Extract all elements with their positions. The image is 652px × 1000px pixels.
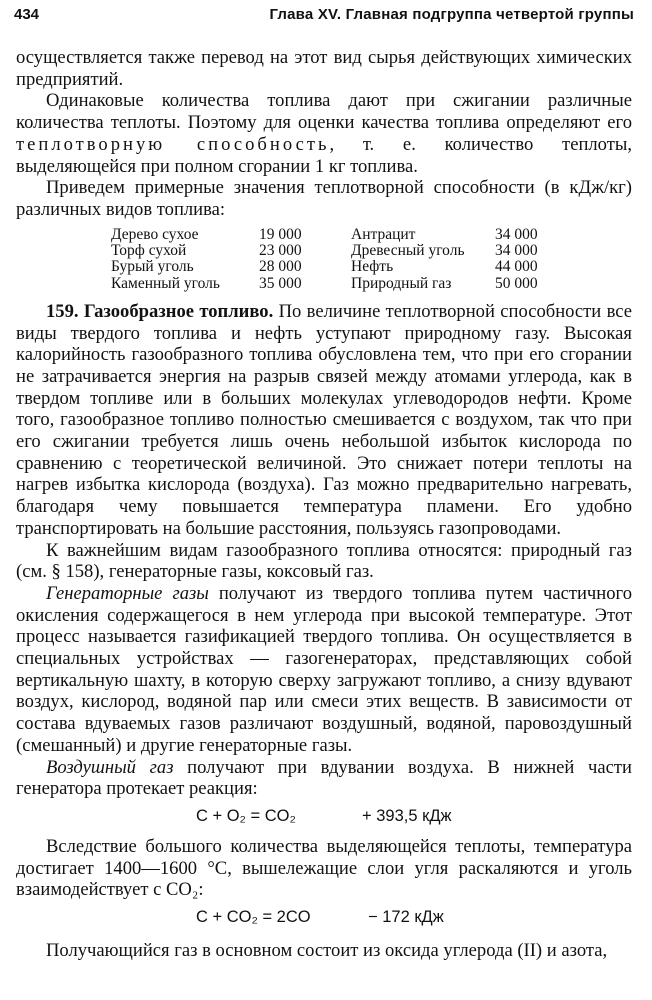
equation-1 — [16, 804, 632, 830]
section-number: 159. — [46, 300, 79, 322]
equation-2-lhs: C + CO₂ = 2CO — [196, 908, 311, 927]
fuel-name: Древесный уголь — [351, 241, 465, 259]
paragraph-resulting-gas: Получающийся газ в основном состоит из оксида углерода (II) и азота, — [46, 940, 608, 962]
fuel-name: Каменный уголь — [111, 274, 220, 292]
paragraph-heat-value — [16, 90, 632, 177]
paragraph-text: получают из твердого топлива путем частичного окисления содержащегося в нем углерода при высокой температуре. Этот процесс называется газификацией твердого топлива. Он осуществляется в специальных устройствах — газогенераторах, представляющих собой вертикальную шахту, в которую сверху загружают топливо, а снизу вдувают воздух, кислород, водяной пар или смеси этих веществ. В зависимости от состава вдуваемых газов различают воздушный, водяной, паровоздушный (смешанный) и другие генераторные газы. — [16, 582, 632, 756]
fuel-table-row — [111, 227, 555, 243]
page-header — [14, 6, 634, 28]
fuel-table-row — [111, 243, 555, 259]
paragraph-air-gas — [16, 757, 632, 800]
equation-2 — [16, 905, 632, 931]
page-number: 434 — [14, 6, 40, 23]
paragraph-text: Одинаковые количества топлива дают при сжигании различные количества теплоты. Поэтому для оценки качества топлива определяют его — [16, 90, 632, 134]
fuel-value: 23 000 — [259, 241, 302, 259]
equation-1-rhs: + 393,5 кДж — [362, 807, 452, 826]
paragraph-continued: осуществляется также перевод на этот вид сырья действующих химических предприятий. — [16, 47, 632, 90]
fuel-value: 35 000 — [259, 274, 302, 292]
paragraph-table-intro: Приведем примерные значения теплотворной способности (в кДж/кг) различных видов топлива: — [16, 177, 632, 220]
fuel-name: Торф сухой — [111, 241, 187, 259]
fuel-table-row — [111, 276, 555, 292]
running-title: Глава XV. Главная подгруппа четвертой группы — [269, 6, 634, 23]
fuel-value: 28 000 — [259, 258, 302, 276]
page-body — [16, 47, 632, 962]
equation-1-lhs: C + O₂ = CO₂ — [196, 807, 296, 826]
fuel-value: 44 000 — [495, 258, 538, 276]
section-text: По величине теплотворной способности все виды твердого топлива и нефть уступают природному газу. Высокая калорийность газообразного топлива обусловлена тем, что при его сгорании не затрачивается энергия на разрыв связей между атомами углерода, как в твердом топливе или в больших молекулах углеводородов нефти. Кроме того, газообразное топливо полностью смешивается с воздухом, так что при его сжигании требуется лишь очень небольшой избыток кислорода по сравнению с теоретической величиной. Это снижает потери теплоты на нагрев избытка кислорода (воздуха). Газ можно предварительно нагревать, благодаря чему повышается температура пламени. Его удобно транспортировать на большие расстояния, пользуясь газопроводами. — [16, 300, 632, 539]
paragraph-gas-kinds: К важнейшим видам газообразного топлива относятся: природный газ (см. § 158), генераторные газы, коксовый газ. — [16, 539, 632, 583]
fuel-value: 50 000 — [495, 274, 538, 292]
paragraph-text: получают при вдувании воздуха. В нижней части генератора протекает реакция: — [16, 756, 632, 800]
term-air-gas: Воздушный газ — [46, 756, 174, 778]
fuel-value: 19 000 — [259, 225, 302, 243]
fuel-heat-table — [111, 227, 555, 292]
fuel-name: Дерево сухое — [111, 225, 199, 243]
fuel-table-row — [111, 259, 555, 275]
fuel-value: 34 000 — [495, 225, 538, 243]
fuel-value: 34 000 — [495, 241, 538, 259]
spaced-term: теплотворную способность — [16, 133, 330, 155]
equation-2-rhs: − 172 кДж — [368, 908, 444, 927]
fuel-name: Бурый уголь — [111, 258, 194, 276]
paragraph-text: , т. е. количество теплоты, выделяющейся при полном сгорании 1 кг топлива. — [16, 133, 632, 177]
paragraph-generator-gases — [16, 583, 632, 757]
fuel-name: Природный газ — [351, 274, 452, 292]
section-title: Газообразное топливо. — [83, 300, 274, 322]
fuel-name: Нефть — [351, 258, 394, 276]
paragraph-temperature: Вследствие большого количества выделяющейся теплоты, температура достигает 1400—1600 °C, вышележащие слои угля раскаляются и уголь взаимодействует с CO₂: — [16, 835, 632, 901]
fuel-name: Антрацит — [351, 225, 416, 243]
section-159 — [16, 301, 632, 540]
term-generator-gases: Генераторные газы — [46, 582, 209, 604]
